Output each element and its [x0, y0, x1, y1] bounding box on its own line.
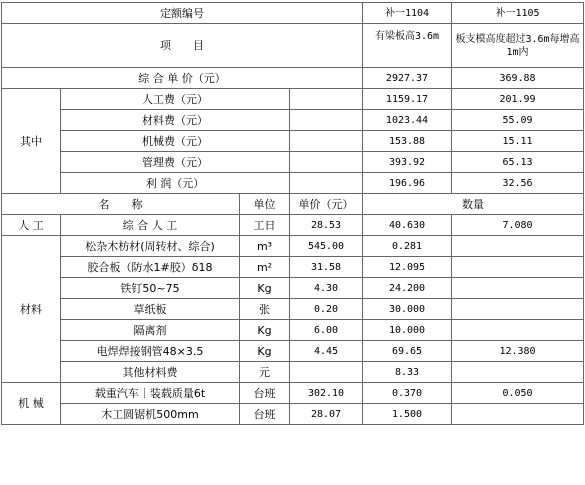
- labor-group-label: 人 工: [2, 215, 61, 236]
- material-row: [2, 278, 584, 299]
- machinery-name: 载重汽车｜装载质量6t: [61, 383, 240, 404]
- material-qty: 8.33: [363, 362, 452, 383]
- material-qty: 24.200: [363, 278, 452, 299]
- labor-qty: 7.080: [452, 215, 584, 236]
- material-qty: 10.000: [363, 320, 452, 341]
- summary-row-label: 材料费（元）: [61, 110, 290, 131]
- item-row: [2, 24, 584, 68]
- column-header-row: [2, 194, 584, 215]
- quota-table: [1, 2, 584, 425]
- quota-no-label: 定额编号: [2, 3, 363, 24]
- machinery-price: 28.07: [290, 404, 363, 425]
- summary-empty-cell: [290, 173, 363, 194]
- material-unit: m³: [240, 236, 290, 257]
- summary-value: 1023.44: [363, 110, 452, 131]
- summary-value: 201.99: [452, 89, 584, 110]
- material-name: 胶合板（防水1#胶）δ18: [61, 257, 240, 278]
- quota-no-row: [2, 3, 584, 24]
- summary-row: [2, 110, 584, 131]
- summary-value: 32.56: [452, 173, 584, 194]
- material-name: 松杂木枋材(周转材、综合): [61, 236, 240, 257]
- summary-row-label: 管理费（元）: [61, 152, 290, 173]
- machinery-qty: 0.050: [452, 383, 584, 404]
- material-name: 铁钉50~75: [61, 278, 240, 299]
- quota-code-1: 补一1104: [363, 3, 452, 24]
- material-qty: [452, 299, 584, 320]
- machinery-unit: 台班: [240, 383, 290, 404]
- summary-row: [2, 173, 584, 194]
- material-price: 0.20: [290, 299, 363, 320]
- machinery-row: [2, 383, 584, 404]
- summary-row: [2, 131, 584, 152]
- summary-value: 15.11: [452, 131, 584, 152]
- summary-value: 55.09: [452, 110, 584, 131]
- material-unit: 元: [240, 362, 290, 383]
- col-header-unit: 单位: [240, 194, 290, 215]
- summary-row-label: 利 润（元）: [61, 173, 290, 194]
- labor-row: [2, 215, 584, 236]
- quota-code-2: 补一1105: [452, 3, 584, 24]
- machinery-unit: 台班: [240, 404, 290, 425]
- material-unit: Kg: [240, 320, 290, 341]
- material-row: [2, 341, 584, 362]
- material-qty: [452, 257, 584, 278]
- unit-price-row: [2, 68, 584, 89]
- summary-row-label: 机械费（元）: [61, 131, 290, 152]
- labor-unit: 工日: [240, 215, 290, 236]
- material-qty: 0.281: [363, 236, 452, 257]
- col-header-price: 单价（元）: [290, 194, 363, 215]
- material-unit: Kg: [240, 278, 290, 299]
- machinery-group-label: 机 械: [2, 383, 61, 425]
- material-row: [2, 320, 584, 341]
- summary-empty-cell: [290, 152, 363, 173]
- summary-value: 65.13: [452, 152, 584, 173]
- item-name-2: 板支模高度超过3.6m每增高1m内: [452, 24, 584, 68]
- material-price: 4.30: [290, 278, 363, 299]
- material-qty: [452, 236, 584, 257]
- material-qty: 12.095: [363, 257, 452, 278]
- material-qty: [452, 320, 584, 341]
- labor-name: 综 合 人 工: [61, 215, 240, 236]
- summary-value: 153.88: [363, 131, 452, 152]
- material-qty: [452, 362, 584, 383]
- machinery-name: 木工圆锯机500mm: [61, 404, 240, 425]
- machinery-row: [2, 404, 584, 425]
- material-name: 隔离剂: [61, 320, 240, 341]
- unit-price-1: 2927.37: [363, 68, 452, 89]
- material-qty: [452, 278, 584, 299]
- material-qty: 30.000: [363, 299, 452, 320]
- summary-group-label: 其中: [2, 89, 61, 194]
- material-price: [290, 362, 363, 383]
- machinery-qty: 1.500: [363, 404, 452, 425]
- col-header-qty: 数量: [363, 194, 584, 215]
- unit-price-label: 综 合 单 价（元）: [2, 68, 363, 89]
- summary-value: 1159.17: [363, 89, 452, 110]
- summary-value: 196.96: [363, 173, 452, 194]
- machinery-qty: 0.370: [363, 383, 452, 404]
- material-unit: Kg: [240, 341, 290, 362]
- summary-value: 393.92: [363, 152, 452, 173]
- material-price: 4.45: [290, 341, 363, 362]
- col-header-name: 名 称: [2, 194, 240, 215]
- summary-empty-cell: [290, 89, 363, 110]
- machinery-qty: [452, 404, 584, 425]
- summary-row: [2, 152, 584, 173]
- material-price: 6.00: [290, 320, 363, 341]
- material-qty: 12.380: [452, 341, 584, 362]
- summary-row: [2, 89, 584, 110]
- summary-row-label: 人工费（元）: [61, 89, 290, 110]
- material-name: 其他材料费: [61, 362, 240, 383]
- material-group-label: 材料: [2, 236, 61, 383]
- material-name: 电焊焊接钢管48×3.5: [61, 341, 240, 362]
- unit-price-2: 369.88: [452, 68, 584, 89]
- summary-empty-cell: [290, 110, 363, 131]
- material-unit: m²: [240, 257, 290, 278]
- labor-price: 28.53: [290, 215, 363, 236]
- item-name-1: 有梁板高3.6m: [363, 24, 452, 68]
- material-qty: 69.65: [363, 341, 452, 362]
- labor-qty: 40.630: [363, 215, 452, 236]
- material-unit: 张: [240, 299, 290, 320]
- material-row: [2, 257, 584, 278]
- material-name: 草纸板: [61, 299, 240, 320]
- machinery-price: 302.10: [290, 383, 363, 404]
- material-row: [2, 362, 584, 383]
- material-price: 545.00: [290, 236, 363, 257]
- item-label: 项 目: [2, 24, 363, 68]
- material-row: [2, 236, 584, 257]
- summary-empty-cell: [290, 131, 363, 152]
- material-price: 31.58: [290, 257, 363, 278]
- material-row: [2, 299, 584, 320]
